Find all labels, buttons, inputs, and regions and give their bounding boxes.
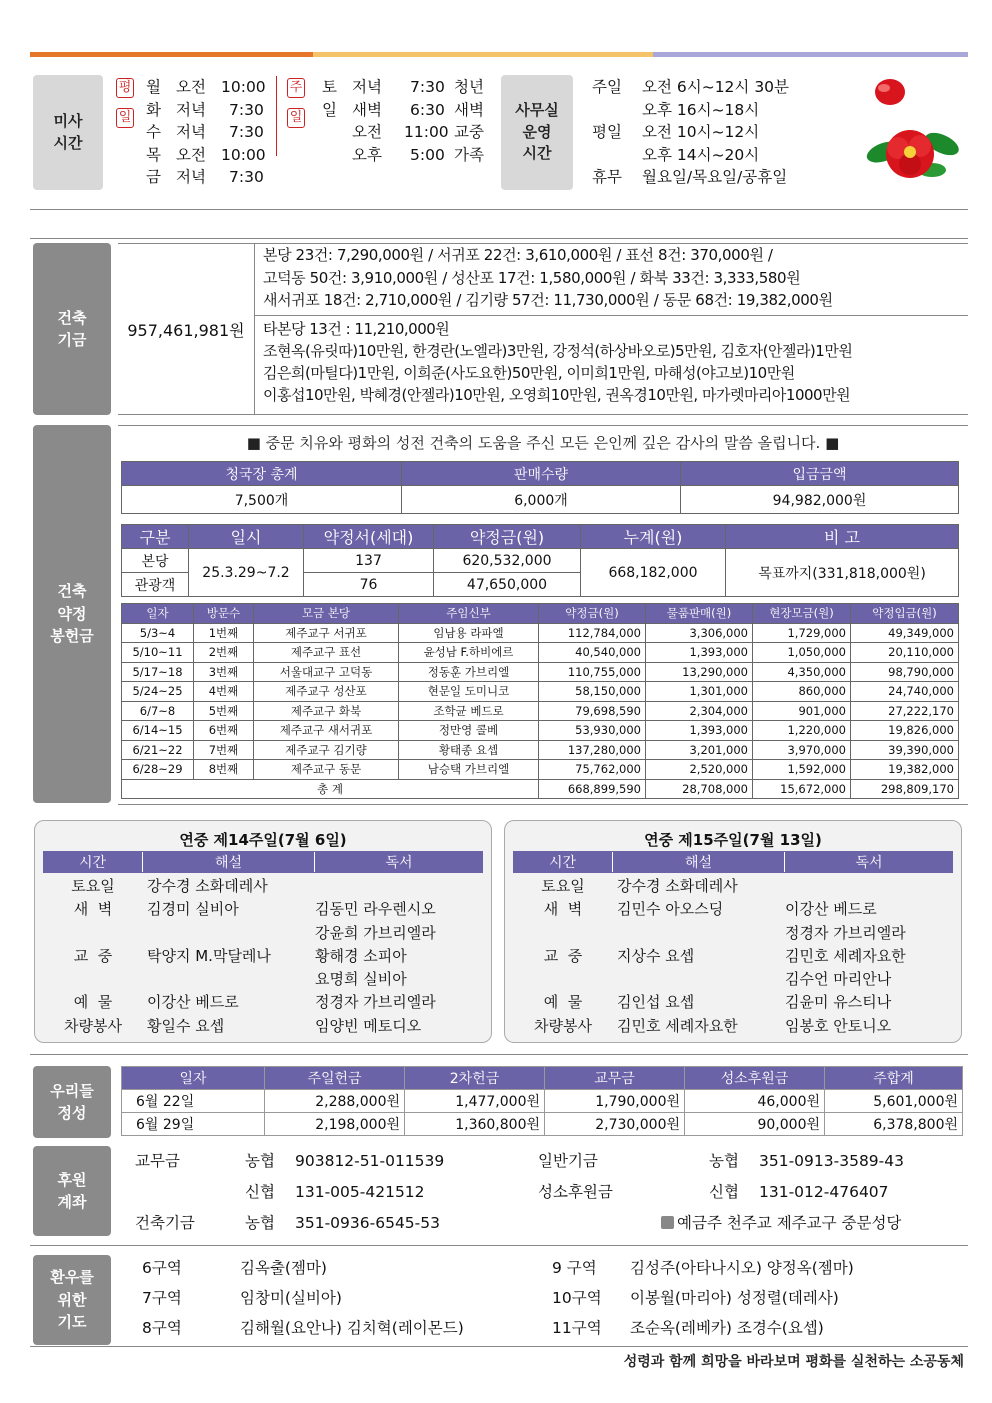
sunday-tag: 주 일: [287, 78, 305, 128]
table-cell: 정만영 콜베: [399, 721, 539, 741]
divider: [30, 238, 968, 239]
mass-row: 화 저녁 7:30: [146, 100, 264, 119]
list-item: 예 물 이강산 베드로 정경자 가브리엘라: [73, 993, 436, 1012]
table-cell: 98,790,000: [851, 662, 959, 682]
table-cell: 53,930,000: [539, 721, 646, 741]
table-cell: 제주교구 표선: [254, 643, 399, 663]
table-cell: 1번째: [194, 623, 254, 643]
table-cell: 5/24~25: [122, 682, 194, 702]
mass-row: 목 오전 10:00: [146, 145, 266, 164]
table-cell: 2,304,000: [646, 701, 753, 721]
pledge-summary-table: 구분 일시 약정서(세대) 약정금(원) 누계(원) 비 고 본당 25.3.29~7.2 137 620,532,000 668,182,000 목표까지(331,818,000원) 관광객 76 47,650,000: [121, 524, 959, 597]
table-cell: 제주교구 성산포: [254, 682, 399, 702]
table-row: [122, 682, 959, 702]
table-cell: 5번째: [194, 701, 254, 721]
table-cell: 조학균 베드로: [399, 701, 539, 721]
table-cell: 1,729,000: [753, 623, 851, 643]
table-cell: 24,740,000: [851, 682, 959, 702]
table-cell: 19,382,000: [851, 760, 959, 780]
table-cell: 19,826,000: [851, 721, 959, 741]
list-item: 차량봉사 황일수 요셉 임양빈 메토디오: [64, 1016, 422, 1035]
sales-table: 청국장 총계 판매수량 입금금액 7,500개 6,000개 94,982,000원: [121, 461, 959, 514]
list-item: 토요일 강수경 소화데레사: [541, 877, 738, 895]
table-cell: 75,762,000: [539, 760, 646, 780]
weekday-tag: 평 일: [116, 78, 134, 128]
table-cell: 현문일 도미니코: [399, 682, 539, 702]
list-item: 차량봉사 김민호 세례자요한 임봉호 안토니오: [534, 1016, 892, 1035]
building-fund-label: 건축 기금: [33, 243, 111, 415]
offering-label: 우리들 정성: [33, 1066, 111, 1138]
list-item: 새 벽 김민수 아오스딩 이강산 베드로: [543, 900, 877, 919]
table-cell: 39,390,000: [851, 740, 959, 760]
table-cell: 110,755,000: [539, 662, 646, 682]
table-cell: 49,349,000: [851, 623, 959, 643]
list-item: 교 중 지상수 요셉 김민호 세례자요한: [543, 946, 906, 965]
table-cell: 제주교구 화북: [254, 701, 399, 721]
mass-row: 오전 11:00 교중: [352, 123, 484, 141]
table-cell: 137,280,000: [539, 740, 646, 760]
table-cell: 3,306,000: [646, 623, 753, 643]
table-cell: 1,393,000: [646, 643, 753, 663]
offering-table: 일자 주일헌금 2차헌금 교무금 성소후원금 주합계 6월 22일 2,288,000원 1,477,000원 1,790,000원 46,000원 5,601,000원 6월 29일 2,198,000원 1,360,800원 2,730,000원 90,000원 6,378,800원: [121, 1066, 963, 1136]
list-item: 예 물 김인섭 요셉 김윤미 유스티나: [543, 993, 892, 1012]
building-fund-total: 957,461,981원: [127, 321, 245, 340]
building-fund-donor-list: 타본당 13건 : 11,210,000원 조현옥(유릿따)10만원, 한경란(노엘라)3만원, 강정석(하상바오로)5만원, 김호자(안젤라)1만원 김은희(마틸다)1만원, 이희준(사도요한)50만원, 이미희1만원, 마해성(야고보)10만원 이홍섭10만원, 박혜경(안젤라)10만원, 오영희10만원, 권옥경10만원, 마가렛마리아1000만원: [263, 320, 853, 404]
mass-row: 오후 5:00 가족: [352, 145, 484, 164]
prayer-list: 6구역 김옥출(젬마) 9 구역 김성주(아타나시오) 양정옥(젬마) 7구역 임창미(실비아) 10구역 이봉월(마리아) 성정렬(데레사) 8구역 김해월(요안나) 김치혁(레이몬드) 11구역 조순옥(레베카) 조경수(요셉): [142, 1259, 854, 1337]
mass-row: 수 저녁 7:30: [146, 123, 264, 141]
table-cell: 40,540,000: [539, 643, 646, 663]
table-row: 총 계 668,899,590 28,708,000 15,672,000 298,809,170: [122, 779, 959, 799]
ministry-panel-15: 연중 제15주일(7월 13일) 시간 해설 독서 토요일 강수경 소화데레사 새 벽 김민수 아오스딩 이강산 베드로 정경자 가브리엘라 교 중 지상수 요셉 김민호 세례자요한 김수언 마리안나 예 물 김인섭 요셉 김윤미 유스티나 차량봉사 김민호 세례자요한 임봉호 안토니오: [504, 820, 962, 1043]
table-row: 6월 22일 2,288,000원 1,477,000원 1,790,000원 46,000원 5,601,000원: [122, 1090, 963, 1113]
table-cell: 112,784,000: [539, 623, 646, 643]
table-row: [122, 662, 959, 682]
table-cell: 정동훈 가브리엘: [399, 662, 539, 682]
table-cell: 윤성남 F.하비에르: [399, 643, 539, 663]
table-cell: 1,220,000: [753, 721, 851, 741]
top-color-bar: [30, 52, 968, 57]
table-cell: 6/14~15: [122, 721, 194, 741]
list-item: 정경자 가브리엘라: [785, 923, 906, 942]
table-cell: 임남용 라파엘: [399, 623, 539, 643]
table-cell: 6/7~8: [122, 701, 194, 721]
table-cell: 1,393,000: [646, 721, 753, 741]
camellia-icon: [862, 72, 962, 187]
table-row: 6월 29일 2,198,000원 1,360,800원 2,730,000원 90,000원 6,378,800원: [122, 1113, 963, 1136]
pledge-detail-table: 일자 방문수 모금 본당 주임신부 약정금(원) 물품판매(원) 현장모금(원) 약정입금(원) 5/3~4 1번째 제주교구 서귀포 임남용 라파엘 112,784,000 3,306,000 1,729,000 49,349,000 5/10~11 2번째 제주교구 표선 윤성남 F.하비에르 40,540,000 1,393,000 1,050,000 20,110,000 5/17~18 3번째 서울대교구 고덕동 정동훈 가브리엘 110,755,000 13,290,000 4,350,000 98,790,000 5/24~25 4번째 제주교구 성산포 현문일 도미니코 58,150,000 1,301,000 860,000 24,740,000 6/7~8 5번째 제주교구 화북 조학균 베드로 79,698,590 2,304,000 901,000 27,222,170 6/14~15 6번째 제주교구 새서귀포 정만영 콜베 53,930,000 1,393,000 1,220,000 19,826,000 6/21~22 7번째 제주교구 김기량 황태종 요셉 137,280,000 3,201,000 3,970,000 39,390,000 6/28~29 8번째 제주교구 동문 남승택 가브리엘 75,762,000 2,520,000 1,592,000 19,382,000 총 계 668,899,590 28,708,000 15,672,000 298,809,170: [121, 603, 959, 799]
pledge-notice: ■ 중문 치유와 평화의 성전 건축의 도움을 주신 모든 은인께 깊은 감사의 말씀 올립니다. ■: [246, 434, 840, 452]
building-fund-parish-list: 본당 23건: 7,290,000원 / 서귀포 22건: 3,610,000원 / 표선 8건: 370,000원 / 고덕동 50건: 3,910,000원 / 성산포 17건: 1,580,000원 / 화북 33건: 3,333,580원 새서귀포 18건: 2,710,000원 / 김기량 57건: 11,730,000원 / 동문 68건: 19,382,000원: [263, 246, 833, 309]
table-cell: 13,290,000: [646, 662, 753, 682]
table-cell: 6/21~22: [122, 740, 194, 760]
table-cell: 황태종 요셉: [399, 740, 539, 760]
list-item: 새 벽 김경미 실비아 김동민 라우렌시오: [73, 900, 436, 919]
divider: [276, 76, 277, 156]
table-cell: 남승택 가브리엘: [399, 760, 539, 780]
table-cell: 8번째: [194, 760, 254, 780]
table-cell: 1,592,000: [753, 760, 851, 780]
table-row: [122, 623, 959, 643]
table-row: [122, 760, 959, 780]
table-row: [122, 643, 959, 663]
table-cell: 79,698,590: [539, 701, 646, 721]
prayer-label: 환우를 위한 기도: [33, 1255, 111, 1345]
table-cell: 58,150,000: [539, 682, 646, 702]
table-cell: 제주교구 김기량: [254, 740, 399, 760]
table-cell: 20,110,000: [851, 643, 959, 663]
office-label: 사무실 운영 시간: [501, 75, 573, 190]
table-cell: 6번째: [194, 721, 254, 741]
table-cell: 3,201,000: [646, 740, 753, 760]
mass-row: 월 오전 10:00: [146, 78, 266, 96]
table-cell: 2번째: [194, 643, 254, 663]
table-row: [122, 701, 959, 721]
table-cell: 901,000: [753, 701, 851, 721]
table-cell: 5/17~18: [122, 662, 194, 682]
table-cell: 7번째: [194, 740, 254, 760]
table-cell: 4번째: [194, 682, 254, 702]
table-cell: 1,301,000: [646, 682, 753, 702]
divider: [30, 209, 968, 210]
table-cell: 제주교구 서귀포: [254, 623, 399, 643]
box-icon: [661, 1216, 674, 1229]
footer-slogan: 성령과 함께 희망을 바라보며 평화를 실천하는 소공동체: [623, 1354, 964, 1370]
table-cell: 2,520,000: [646, 760, 753, 780]
table-row: [122, 721, 959, 741]
list-item: 김수언 마리안나: [785, 970, 892, 989]
accounts-label: 후원 계좌: [33, 1146, 111, 1236]
table-cell: 1,050,000: [753, 643, 851, 663]
table-cell: 서울대교구 고덕동: [254, 662, 399, 682]
table-row: [122, 740, 959, 760]
mass-row: 금 저녁 7:30: [146, 168, 264, 186]
weekday-mass-list: [146, 76, 266, 189]
table-cell: 제주교구 새서귀포: [254, 721, 399, 741]
pledge-label: 건축 약정 봉헌금: [33, 425, 111, 803]
ministry-panel-14: 연중 제14주일(7월 6일) 시간 해설 독서 토요일 강수경 소화데레사 새 벽 김경미 실비아 김동민 라우렌시오 강윤희 가브리엘라 교 중 탁양지 M.막달레나 황해경 소피아 요명희 실비아 예 물 이강산 베드로 정경자 가브리엘라 차량봉사 황일수 요셉 임양빈 메토디오: [34, 820, 492, 1043]
sunday-mass-list: [322, 76, 484, 166]
table-cell: 제주교구 동문: [254, 760, 399, 780]
divider: [30, 1346, 968, 1347]
mass-row: 토 저녁 7:30 청년: [322, 78, 484, 96]
table-cell: 860,000: [753, 682, 851, 702]
list-item: 강윤희 가브리엘라: [315, 923, 436, 942]
table-cell: 5/3~4: [122, 623, 194, 643]
mass-row: 일 새벽 6:30 새벽: [322, 100, 484, 119]
mass-label: 미사 시간: [33, 75, 103, 190]
list-item: 요명희 실비아: [315, 970, 407, 989]
table-cell: 4,350,000: [753, 662, 851, 682]
list-item: 토요일 강수경 소화데레사: [71, 877, 268, 895]
table-cell: 6/28~29: [122, 760, 194, 780]
table-cell: 3,970,000: [753, 740, 851, 760]
accounts-list: 교무금 농협 903812-51-011539 일반기금 농협 351-0913-3589-43 신협 131-005-421512 성소후원금 신협 131-012-476407 건축기금 농협 351-0936-6545-53 예금주 천주교 제주교구 중문성당: [135, 1152, 904, 1232]
table-cell: 3번째: [194, 662, 254, 682]
divider: [30, 1245, 968, 1246]
divider: [30, 1054, 968, 1055]
table-cell: 5/10~11: [122, 643, 194, 663]
office-hours: 주일 오전 6시~12시 30분 오후 16시~18시 평일 오전 10시~12시 오후 14시~20시 휴무 월요일/목요일/공휴일: [592, 78, 790, 186]
table-cell: 27,222,170: [851, 701, 959, 721]
list-item: 교 중 탁양지 M.막달레나 황해경 소피아: [73, 946, 407, 965]
